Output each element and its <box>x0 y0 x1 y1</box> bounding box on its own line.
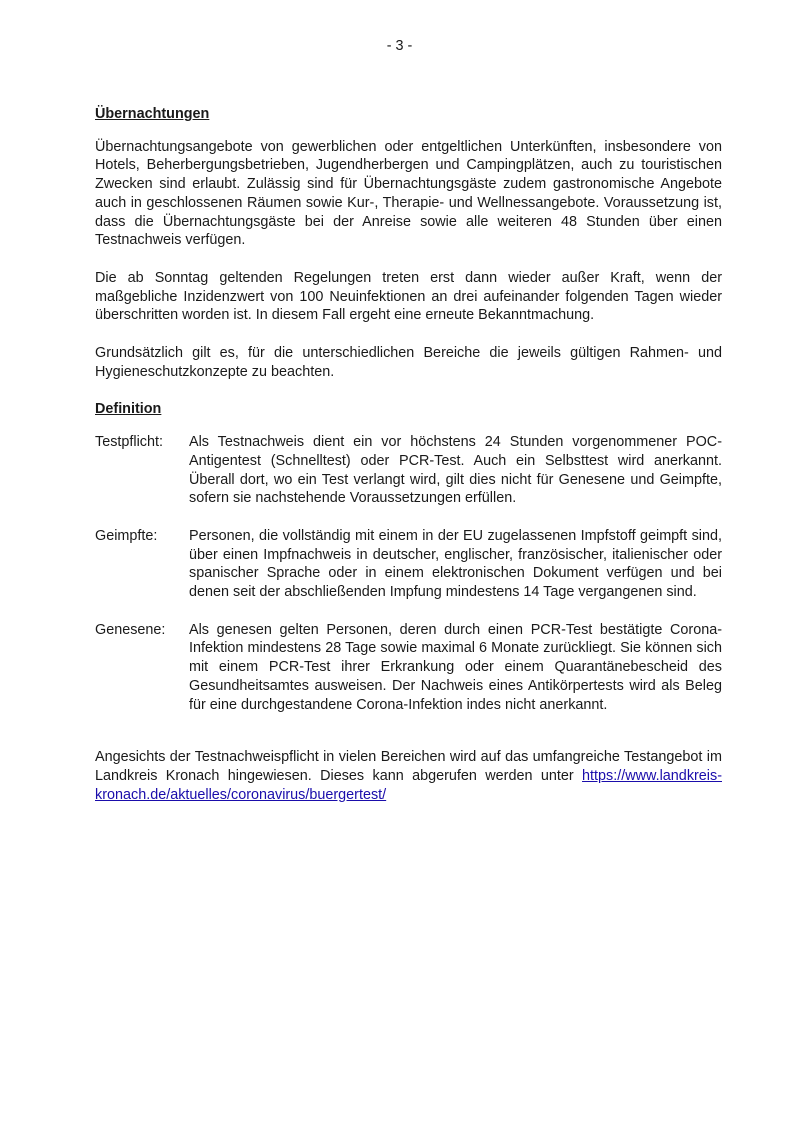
page-number: - 3 - <box>386 38 413 54</box>
test-offer-link[interactable]: https://www.landkreis-kronach.de/aktuelles/coronavirus/buergertest/ <box>95 767 722 803</box>
section-heading-overnight: Übernachtungen <box>95 106 210 122</box>
definition-term: Genesene: <box>95 621 166 638</box>
section-heading-definition: Definition <box>95 401 162 418</box>
definition-text: Als Testnachweis dient ein vor höchstens 24 Stunden vorgenommener POC-Antigentest (Schnelltest) oder PCR-Test. Auch ein Selbsttest wird anerkannt. Überall dort, wo ein Test verlangt wird, gilt dies nicht für Genesene und Geimpfte, sofern sie nachstehende Voraussetzungen erfüllen. <box>189 434 722 507</box>
paragraph-hygiene: Grundsätzlich gilt es, für die unterschiedlichen Bereiche die jeweils gültigen Rahmen- und Hygieneschutzkonzepte zu beachten. <box>95 345 722 380</box>
paragraph-expiry: Die ab Sonntag geltenden Regelungen treten erst dann wieder außer Kraft, wenn der maßgebliche Inzidenzwert von 100 Neuinfektionen an drei aufeinander folgenden Tagen wieder überschritten worden ist. In diesem Fall ergeht eine erneute Bekanntmachung. <box>95 269 722 324</box>
paragraph-overnight-rules: Übernachtungsangebote von gewerblichen oder entgeltlichen Unterkünften, insbesondere von Hotels, Beherbergungsbetrieben, Jugendherbergen und Campingplätzen, auch zu touristischen Zwecken sind erlaubt. Zulässig sind für Übernachtungsgäste zudem gastronomische Angebote auch in geschlossenen Räumen sowie Kur-, Therapie- und Wellnessangebote. Voraussetzung ist, dass die Übernachtungsgäste bei der Anreise sowie alle weiteren 48 Stunden über einen Testnachweis verfügen. <box>95 138 722 249</box>
definition-term: Geimpfte: <box>95 527 158 544</box>
definition-row-genesene <box>95 621 722 715</box>
definition-term: Testpflicht: <box>95 434 163 451</box>
definition-text: Als genesen gelten Personen, deren durch einen PCR-Test bestätigte Corona-Infektion mindestens 28 Tage sowie maximal 6 Monate zurückliegt. Sie können sich mit einem PCR-Test ihrer Erkrankung oder einem Quarantänebescheid des Gesundheitsamtes ausweisen. Der Nachweis eines Antikörpertests wird als Beleg für eine durchgestandene Corona-Infektion indes nicht anerkannt. <box>189 621 722 713</box>
definition-row-geimpfte <box>95 527 722 602</box>
closing-text: Angesichts der Testnachweispflicht in vielen Bereichen wird auf das umfangreiche Testangebot im Landkreis Kronach hingewiesen. Dieses kann abgerufen werden unter <box>95 749 722 784</box>
document-body <box>95 105 722 823</box>
definition-text: Personen, die vollständig mit einem in der EU zugelassenen Impfstoff geimpft sind, über einen Impfnachweis in deutscher, englischer, französischer, italienischer oder spanischer Sprache oder in einem elektronischen Dokument verfügen und bei denen seit der abschließenden Impfung mindestens 14 Tage vergangenen sind. <box>189 527 722 601</box>
paragraph-test-offer <box>95 748 722 804</box>
definition-row-testpflicht <box>95 433 722 508</box>
